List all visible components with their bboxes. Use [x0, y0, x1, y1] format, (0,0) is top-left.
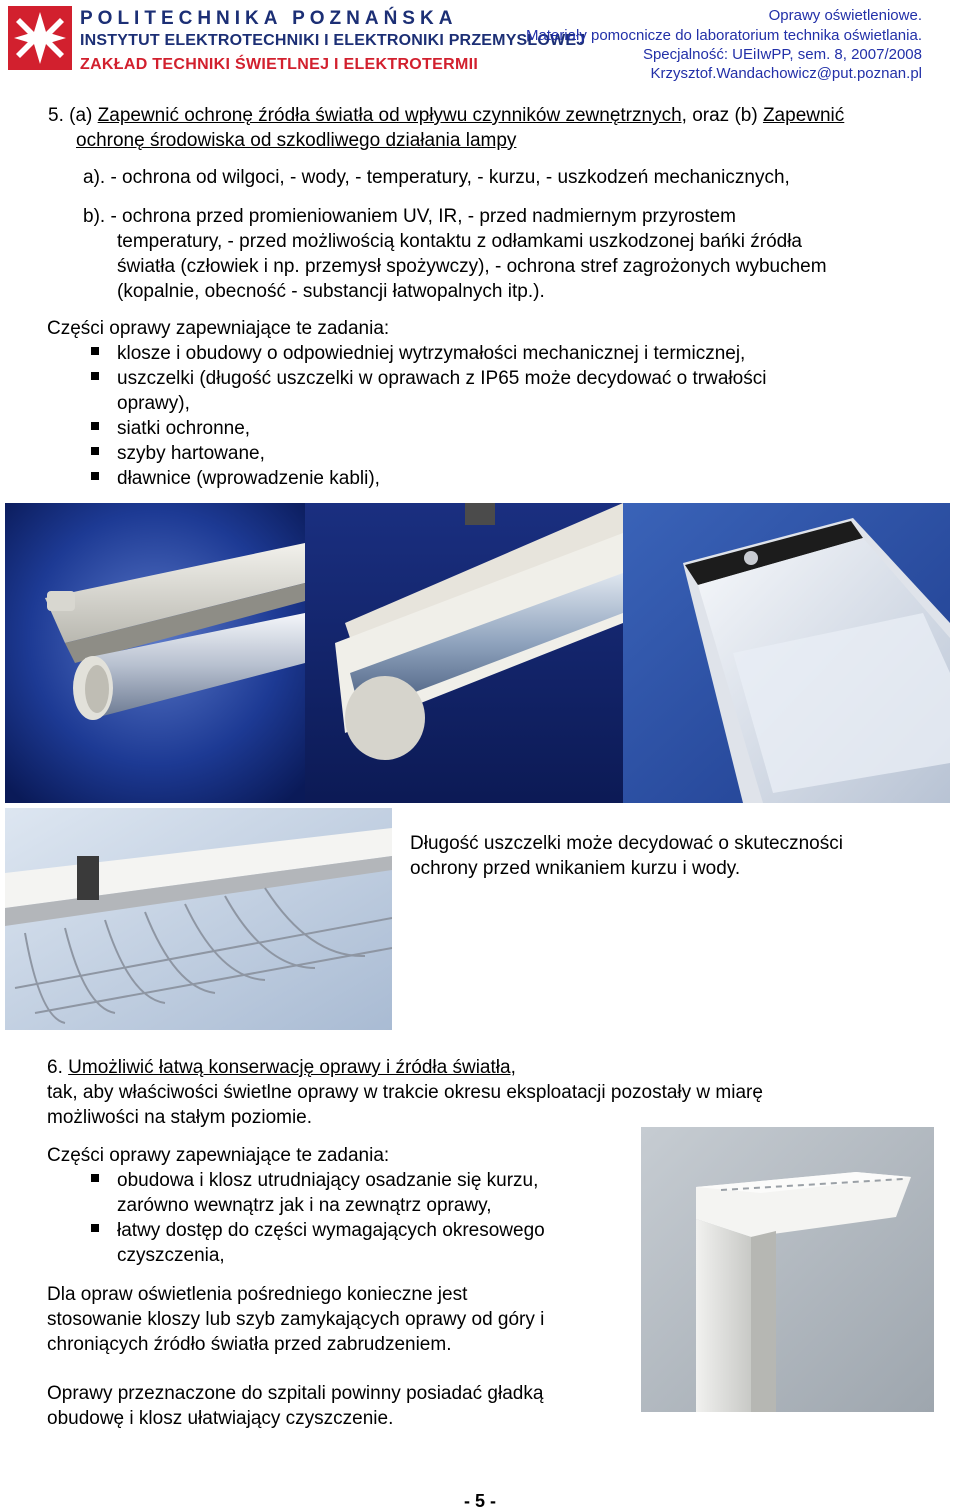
section6-part-2-cont: czyszczenia,	[117, 1245, 225, 1266]
header-speciality: Specjalność: UEiIwPP, sem. 8, 2007/2008	[642, 46, 922, 63]
section5-part-5: dławnice (wprowadzenie kabli),	[117, 468, 380, 489]
section6-title: Umożliwić łatwą konserwację oprawy i źródła światła,	[68, 1057, 516, 1078]
page-number: - 5 -	[463, 1491, 496, 1511]
bullet-icon	[91, 422, 99, 430]
section5-parts-intro: Części oprawy zapewniające te zadania:	[47, 318, 390, 339]
section6-desc-line1: tak, aby właściwości świetlne oprawy w trakcie okresu eksploatacji pozostały w miarę	[47, 1082, 763, 1103]
header-title: Oprawy oświetleniowe.	[768, 7, 922, 24]
section5-item-b-line2: temperatury, - przed możliwością kontaktu z odłamkami uszkodzonej bańki źródła	[117, 231, 803, 252]
section5-mid: oraz (b)	[686, 105, 763, 126]
section6-desc-line2: możliwości na stałym poziomie.	[47, 1107, 313, 1128]
indirect-line3: chroniących źródło światła przed zabrudzeniem.	[47, 1334, 452, 1355]
indirect-line1: Dla opraw oświetlenia pośredniego konieczne jest	[47, 1284, 468, 1305]
section5-heading-line1	[48, 103, 844, 128]
bullet-icon	[91, 472, 99, 480]
seal-caption-line1: Długość uszczelki może decydować o skuteczności	[410, 833, 843, 854]
bullet-icon	[91, 1174, 99, 1182]
section5-part-2-cont: oprawy),	[117, 393, 190, 414]
section6-part-2: łatwy dostęp do części wymagających okresowego	[117, 1220, 545, 1241]
email-link[interactable]: Krzysztof.Wandachowicz@put.poznan.pl	[650, 65, 922, 82]
section6-part-1: obudowa i klosz utrudniający osadzanie się kurzu,	[117, 1170, 539, 1191]
section5-part-4: szyby hartowane,	[117, 443, 265, 464]
section5-heading-b-end: ochronę środowiska od szkodliwego działania lampy	[76, 130, 517, 151]
photo-fluorescent-luminaire	[305, 503, 623, 803]
bullet-icon	[91, 372, 99, 380]
header-email[interactable]	[651, 64, 922, 83]
section6-part-1-cont: zarówno wewnątrz jak i na zewnątrz oprawy,	[117, 1195, 492, 1216]
seal-caption-line2: ochrony przed wnikaniem kurzu i wody.	[410, 858, 741, 879]
section5-part-2: uszczelki (długość uszczelki w oprawach z IP65 może decydować o trwałości	[117, 368, 767, 389]
hospital-line2: obudowę i klosz ułatwiający czyszczenie.	[47, 1408, 394, 1429]
department-name: ZAKŁAD TECHNIKI ŚWIETLNEJ I ELEKTROTERMII	[80, 56, 479, 73]
section6-parts-intro: Części oprawy zapewniające te zadania:	[47, 1145, 390, 1166]
photo-tube-luminaire	[5, 503, 305, 803]
header-course: Materiały pomocnicze do laboratorium technika oświetlania.	[525, 27, 922, 44]
university-name: POLITECHNIKA POZNAŃSKA	[80, 8, 458, 29]
section5-item-a: a). - ochrona od wilgoci, - wody, - temperatury, - kurzu, - uszkodzeń mechanicznych,	[83, 167, 790, 188]
section6-heading	[47, 1055, 516, 1080]
section5-item-b-line1: b). - ochrona przed promieniowaniem UV, IR, - przed nadmiernym przyrostem	[83, 206, 736, 227]
bullet-icon	[91, 1224, 99, 1232]
section5-item-b-line3: światła (człowiek i np. przemysł spożywczy), - ochrona stref zagrożonych wybuchem	[117, 256, 827, 277]
institute-name: INSTYTUT ELEKTROTECHNIKI I ELEKTRONIKI PRZEMYSŁOWEJ	[80, 32, 586, 49]
university-logo	[8, 6, 72, 70]
hospital-line1: Oprawy przeznaczone do szpitali powinny posiadać gładką	[47, 1383, 544, 1404]
indirect-line2: stosowanie kloszy lub szyb zamykających oprawy od góry i	[47, 1309, 545, 1330]
bullet-icon	[91, 347, 99, 355]
section5-heading-b-start: Zapewnić	[762, 105, 845, 126]
section5-part-3: siatki ochronne,	[117, 418, 251, 439]
photo-indirect-luminaire	[641, 1127, 934, 1412]
section5-part-1: klosze i obudowy o odpowiedniej wytrzymałości mechanicznej i termicznej,	[117, 343, 746, 364]
photo-sealed-luminaire	[623, 503, 950, 803]
section6-number: 6.	[47, 1057, 63, 1078]
section5-heading-a: Zapewnić ochronę źródła światła od wpływu czynników zewnętrznych,	[97, 105, 687, 126]
photo-luminaire-wire-guard	[5, 808, 392, 1030]
bullet-icon	[91, 447, 99, 455]
section5-number: 5.	[48, 105, 64, 126]
logo-cross-icon	[8, 6, 72, 70]
section5-a-prefix: (a)	[69, 105, 98, 126]
section5-item-b-line4: (kopalnie, obecność - substancji łatwopalnych itp.).	[117, 281, 545, 302]
